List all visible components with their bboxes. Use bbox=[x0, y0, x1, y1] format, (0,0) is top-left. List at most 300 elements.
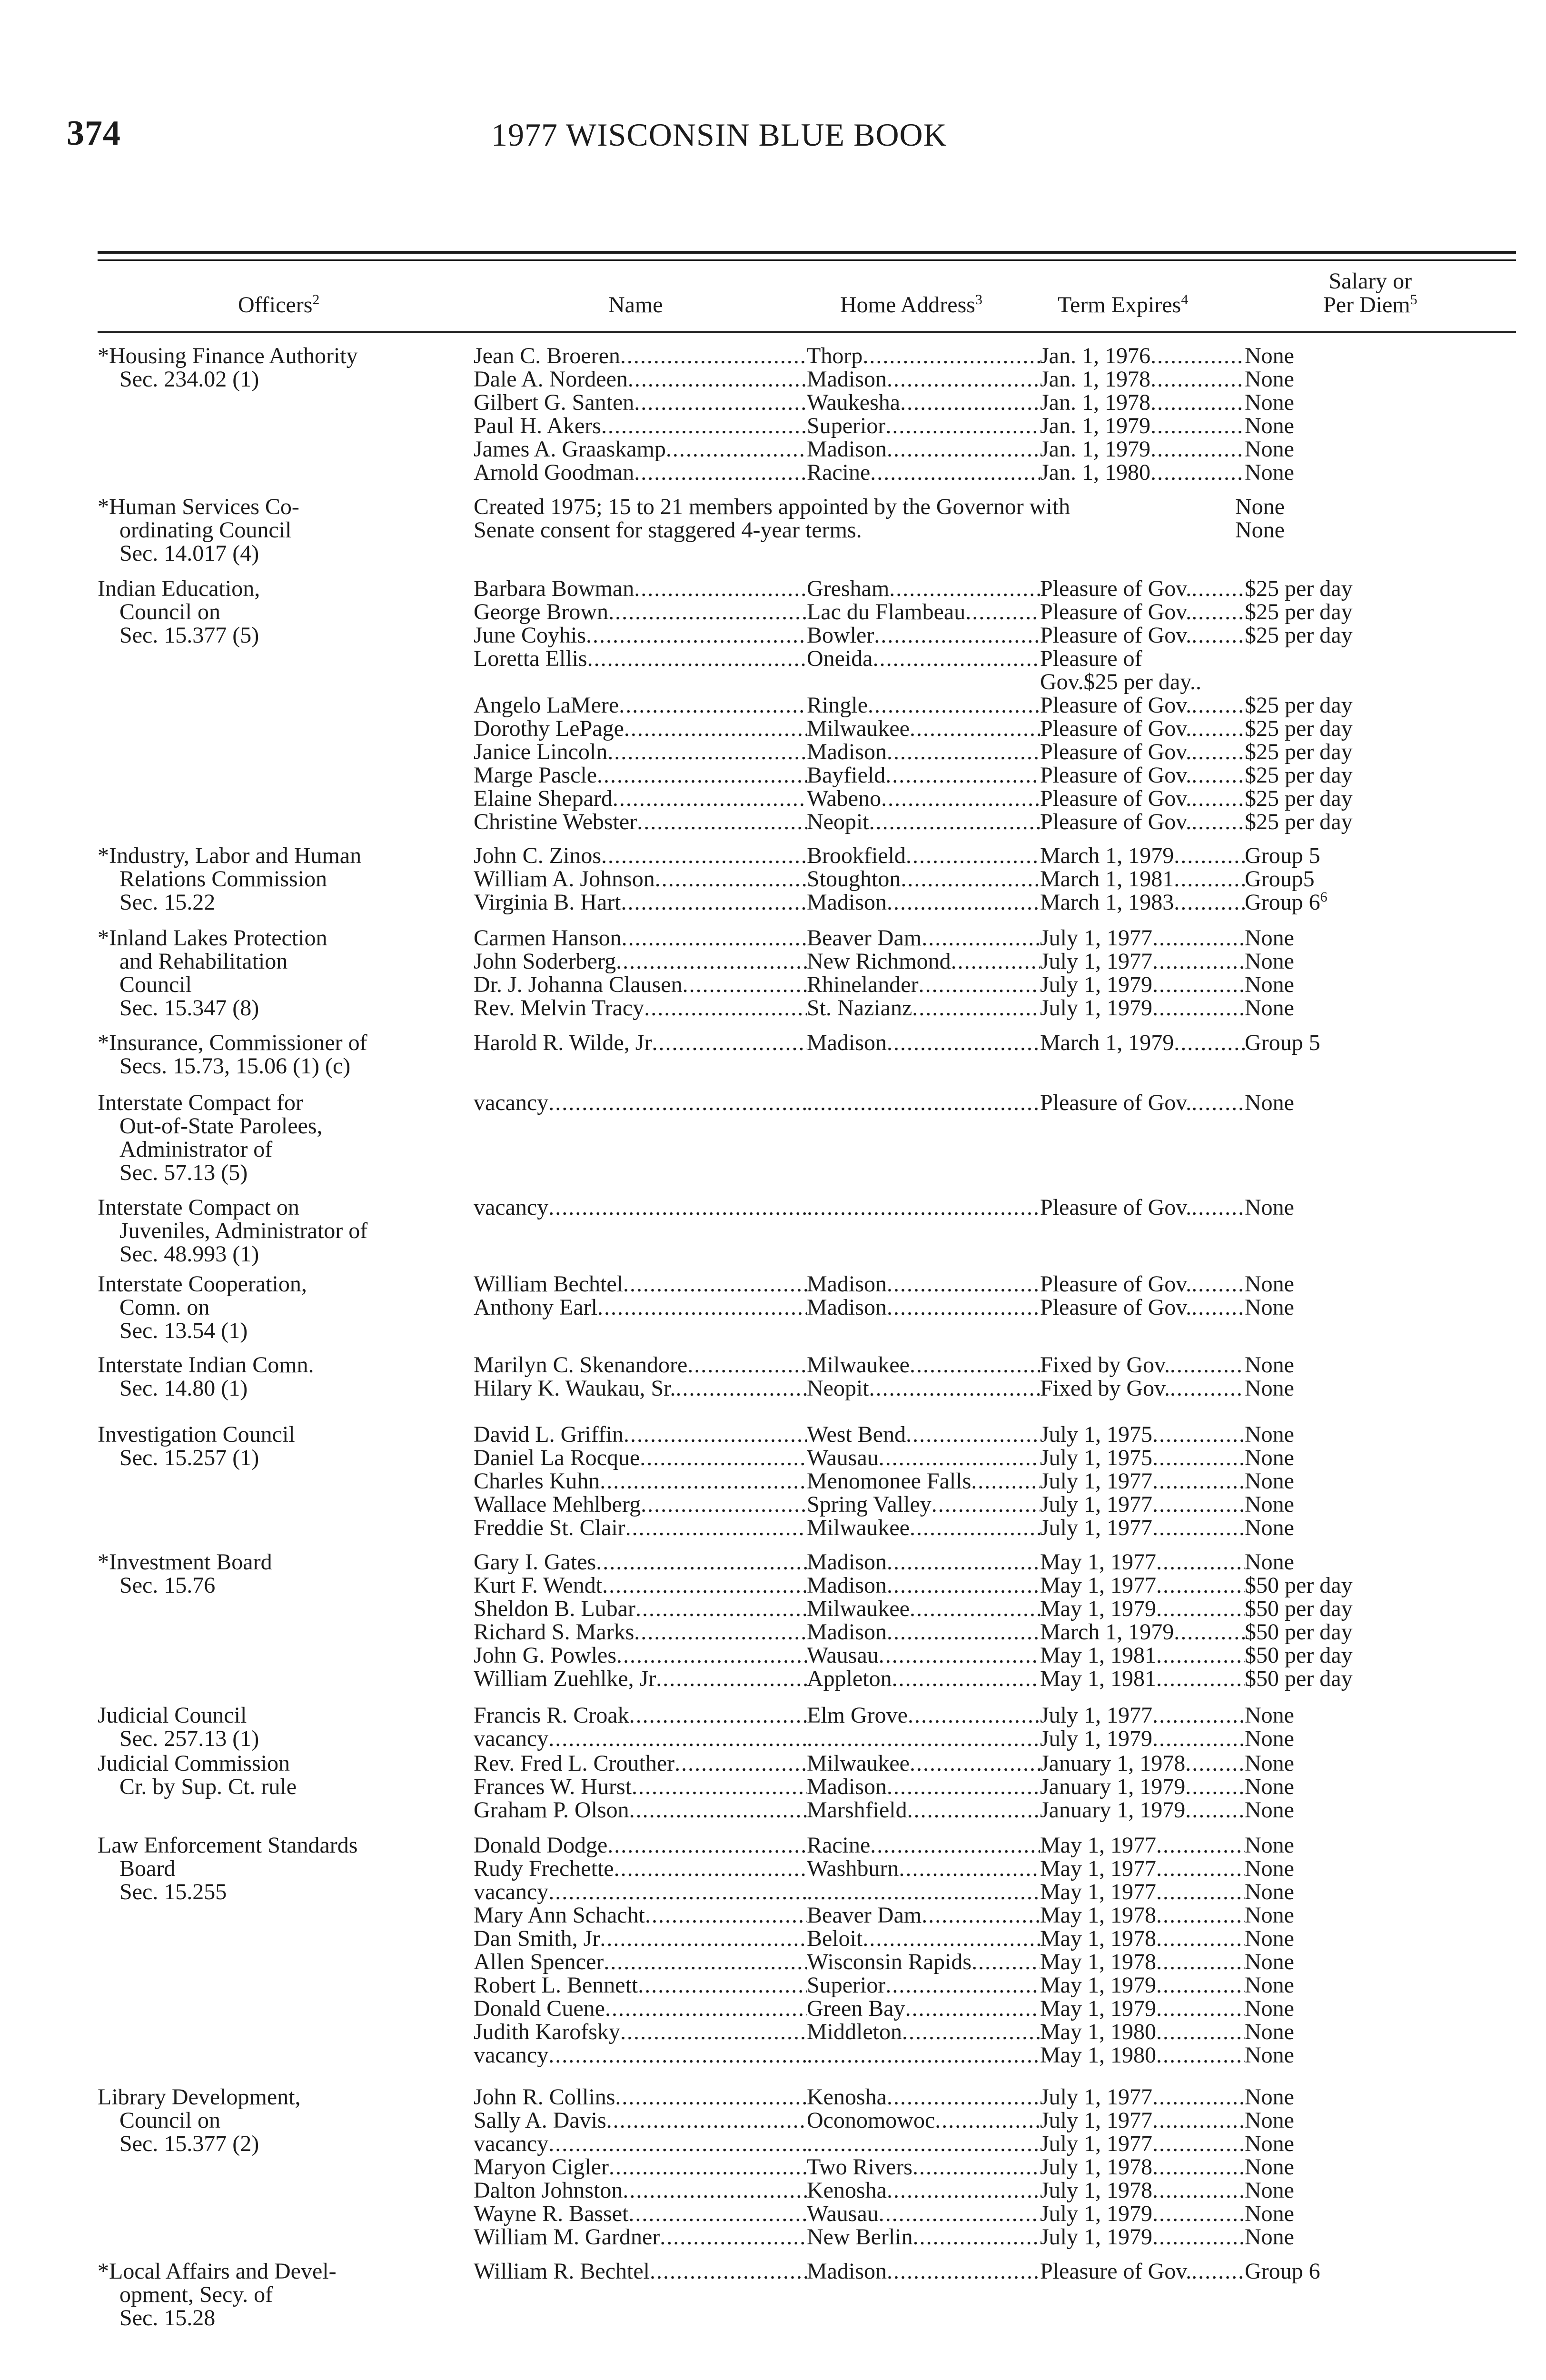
office-detail: Sec. 57.13 (5) bbox=[119, 1160, 248, 1185]
column-header-salary: Salary or Per Diem$^5$ bbox=[1323, 268, 1417, 317]
term-cell bbox=[1040, 926, 1245, 950]
office-detail: Council bbox=[119, 972, 192, 997]
salary-value: None bbox=[1245, 2224, 1294, 2250]
name-cell bbox=[474, 1880, 807, 1904]
home-address: Madison bbox=[807, 367, 887, 392]
term-expires: May 1, 1981 bbox=[1040, 1666, 1156, 1691]
dot-leader bbox=[906, 1423, 1040, 1446]
term-expires: July 1, 1979 bbox=[1040, 2201, 1153, 2226]
member-name: John R. Collins bbox=[474, 2084, 615, 2110]
term-expires: May 1, 1981 bbox=[1040, 1643, 1156, 1668]
name-cell bbox=[474, 1377, 807, 1400]
member-row bbox=[474, 973, 1516, 996]
home-address-cell bbox=[807, 577, 1040, 600]
member-name: Harold R. Wilde, Jr bbox=[474, 1030, 652, 1055]
home-address-cell bbox=[807, 1880, 1040, 1904]
home-address: Racine bbox=[807, 460, 871, 485]
home-address: Superior bbox=[807, 1973, 886, 1998]
dot-leader bbox=[548, 1727, 807, 1750]
salary-value: None bbox=[1245, 1996, 1294, 2021]
office-detail: Administrator of bbox=[119, 1137, 273, 1162]
home-address-cell bbox=[807, 1752, 1040, 1775]
dot-leader bbox=[879, 1644, 1040, 1667]
member-row bbox=[474, 577, 1516, 600]
dot-leader bbox=[965, 600, 1040, 624]
salary-value: None bbox=[1245, 390, 1294, 415]
home-address: St. Nazianz bbox=[807, 995, 912, 1021]
dot-leader bbox=[1156, 1644, 1245, 1667]
office-detail: Sec. 234.02 (1) bbox=[119, 367, 259, 392]
member-name: Paul H. Akers bbox=[474, 413, 601, 438]
salary-value: $25 per day bbox=[1245, 576, 1353, 601]
salary-value: None bbox=[1245, 1797, 1294, 1823]
name-cell bbox=[474, 1574, 807, 1597]
term-expires: July 1, 1977 bbox=[1040, 1703, 1153, 1728]
salary-cell bbox=[1245, 1857, 1294, 1880]
member-rows bbox=[474, 1091, 1516, 1114]
term-cell bbox=[1040, 2043, 1245, 2067]
home-address: Madison bbox=[807, 1271, 887, 1297]
salary-value: None bbox=[1245, 2201, 1294, 2226]
member-name: Sheldon B. Lubar bbox=[474, 1596, 635, 1621]
dot-leader bbox=[868, 694, 1040, 717]
home-address-cell bbox=[807, 1353, 1040, 1377]
dot-leader bbox=[605, 1997, 807, 2020]
term-expires: Jan. 1, 1976 bbox=[1040, 343, 1150, 368]
dot-leader bbox=[597, 764, 807, 787]
dot-leader bbox=[869, 810, 1040, 833]
home-address: Oneida bbox=[807, 646, 873, 671]
salary-value: None bbox=[1245, 460, 1294, 485]
home-address: New Berlin bbox=[807, 2224, 913, 2250]
salary-cell bbox=[1245, 1516, 1294, 1539]
member-name: Rev. Melvin Tracy bbox=[474, 995, 644, 1021]
home-address-cell bbox=[807, 624, 1040, 647]
member-row bbox=[474, 670, 1516, 694]
member-name: vacancy bbox=[474, 1090, 549, 1115]
term-cell bbox=[1040, 2109, 1245, 2132]
member-row bbox=[474, 810, 1516, 833]
salary-cell bbox=[1245, 926, 1294, 950]
dot-leader bbox=[901, 867, 1040, 891]
member-rows bbox=[474, 844, 1516, 914]
office-detail: and Rehabilitation bbox=[119, 949, 288, 974]
name-cell bbox=[474, 1927, 807, 1950]
member-name: John G. Powles bbox=[474, 1643, 617, 1668]
salary-value: Group 5 bbox=[1245, 1030, 1320, 1055]
term-expires: Pleasure of Gov. bbox=[1040, 693, 1192, 718]
name-cell bbox=[474, 764, 807, 787]
member-name: Rudy Frechette bbox=[474, 1856, 614, 1881]
salary-value: None bbox=[1245, 925, 1294, 951]
dot-leader bbox=[910, 717, 1040, 740]
term-cell bbox=[1040, 1667, 1245, 1690]
member-name: Dan Smith, Jr bbox=[474, 1926, 600, 1951]
salary-cell bbox=[1245, 1950, 1294, 1973]
member-row bbox=[474, 1857, 1516, 1880]
dot-leader bbox=[607, 740, 807, 764]
dot-leader bbox=[971, 1469, 1040, 1493]
member-row bbox=[474, 461, 1516, 484]
dot-leader bbox=[1150, 367, 1245, 391]
home-address-cell bbox=[807, 717, 1040, 740]
dot-leader bbox=[887, 1031, 1040, 1054]
term-expires: Pleasure of Gov. bbox=[1040, 599, 1192, 625]
name-cell bbox=[474, 1904, 807, 1927]
office-detail: Sec. 15.347 (8) bbox=[119, 995, 259, 1021]
salary-value: None bbox=[1245, 1833, 1294, 1858]
term-cell bbox=[1040, 670, 1245, 694]
dot-leader bbox=[1156, 1904, 1245, 1927]
salary-cell bbox=[1245, 1752, 1294, 1775]
dot-leader bbox=[902, 2020, 1040, 2043]
salary-cell bbox=[1245, 1620, 1353, 1644]
home-address-cell bbox=[807, 367, 1040, 391]
term-expires: Jan. 1, 1978 bbox=[1040, 367, 1150, 392]
dot-leader bbox=[912, 2155, 1040, 2179]
member-name: Sally A. Davis bbox=[474, 2108, 606, 2133]
dot-leader bbox=[628, 2202, 807, 2225]
salary-cell bbox=[1245, 1644, 1353, 1667]
office-detail: Sec. 15.255 bbox=[119, 1879, 227, 1904]
salary-cell bbox=[1245, 694, 1353, 717]
name-cell bbox=[474, 391, 807, 414]
name-cell bbox=[474, 1775, 807, 1798]
name-cell bbox=[474, 1857, 807, 1880]
dot-leader bbox=[1191, 1296, 1245, 1319]
dot-leader bbox=[607, 1834, 807, 1857]
dot-leader bbox=[634, 577, 807, 600]
member-row bbox=[474, 1775, 1516, 1798]
home-address: Madison bbox=[807, 1295, 887, 1320]
dot-leader bbox=[613, 787, 807, 810]
name-cell bbox=[474, 2202, 807, 2225]
dot-leader bbox=[887, 367, 1040, 391]
member-row bbox=[474, 414, 1516, 437]
name-cell bbox=[474, 344, 807, 367]
member-name: Allen Spencer bbox=[474, 1949, 604, 1974]
salary-cell bbox=[1245, 1031, 1320, 1054]
office-block bbox=[98, 1091, 459, 1184]
office-title: *Local Affairs and Devel- bbox=[98, 2259, 337, 2284]
name-cell bbox=[474, 973, 807, 996]
dot-leader bbox=[606, 2109, 807, 2132]
dot-leader bbox=[638, 1973, 807, 1997]
member-row bbox=[474, 437, 1516, 461]
member-row bbox=[474, 1997, 1516, 2020]
home-address-cell bbox=[807, 1775, 1040, 1798]
name-cell bbox=[474, 1296, 807, 1319]
term-expires: January 1, 1979 bbox=[1040, 1797, 1186, 1823]
home-address: Madison bbox=[807, 1549, 887, 1575]
dot-leader bbox=[881, 787, 1040, 810]
home-address-cell bbox=[807, 844, 1040, 867]
salary-value: None bbox=[1245, 1352, 1294, 1378]
salary-value: None bbox=[1245, 2108, 1294, 2133]
name-cell bbox=[474, 1516, 807, 1539]
home-address-cell bbox=[807, 950, 1040, 973]
name-cell bbox=[474, 461, 807, 484]
term-cell bbox=[1040, 2020, 1245, 2043]
salary-cell bbox=[1245, 1704, 1294, 1727]
dot-leader bbox=[635, 1597, 807, 1620]
dot-leader bbox=[1191, 740, 1245, 764]
office-block bbox=[98, 495, 459, 565]
dot-leader bbox=[887, 2260, 1040, 2283]
home-address-cell bbox=[807, 973, 1040, 996]
salary-cell bbox=[1245, 810, 1353, 833]
name-cell bbox=[474, 1667, 807, 1690]
salary-value: None bbox=[1245, 1856, 1294, 1881]
term-expires: July 1, 1978 bbox=[1040, 2178, 1153, 2203]
dot-leader bbox=[601, 844, 807, 867]
dot-leader bbox=[674, 1752, 807, 1775]
dot-leader bbox=[887, 1775, 1040, 1798]
member-name: William Zuehlke, Jr bbox=[474, 1666, 656, 1691]
term-cell bbox=[1040, 1834, 1245, 1857]
member-row bbox=[474, 740, 1516, 764]
salary-value: $50 per day bbox=[1245, 1596, 1353, 1621]
dot-leader bbox=[887, 2085, 1040, 2109]
term-cell bbox=[1040, 1196, 1245, 1219]
member-row bbox=[474, 1973, 1516, 1997]
salary-value: None bbox=[1245, 1445, 1294, 1470]
dot-leader bbox=[601, 414, 807, 437]
member-name: William M. Gardner bbox=[474, 2224, 660, 2250]
member-name: Virginia B. Hart bbox=[474, 890, 621, 915]
salary-cell bbox=[1245, 2132, 1294, 2155]
salary-cell bbox=[1245, 1469, 1294, 1493]
term-cell bbox=[1040, 867, 1245, 891]
name-cell bbox=[474, 810, 807, 833]
salary-cell bbox=[1245, 1834, 1294, 1857]
office-block bbox=[98, 2085, 459, 2155]
name-cell bbox=[474, 1469, 807, 1493]
member-row bbox=[474, 1644, 1516, 1667]
home-address: Marshfield bbox=[807, 1797, 907, 1823]
term-expires: May 1, 1978 bbox=[1040, 1903, 1156, 1928]
dot-leader bbox=[1152, 2155, 1245, 2179]
salary-cell bbox=[1245, 2179, 1294, 2202]
page-number: 374 bbox=[67, 114, 121, 153]
term-expires: May 1, 1977 bbox=[1040, 1856, 1156, 1881]
term-expires: Fixed by Gov. bbox=[1040, 1352, 1170, 1378]
salary-cell bbox=[1245, 1997, 1294, 2020]
dot-leader bbox=[1152, 2132, 1245, 2155]
home-address-cell bbox=[807, 1377, 1040, 1400]
member-row bbox=[474, 2260, 1516, 2283]
member-name: John Soderberg bbox=[474, 949, 616, 974]
dot-leader bbox=[910, 1516, 1040, 1539]
term-cell bbox=[1040, 1516, 1245, 1539]
salary-value: None bbox=[1245, 1726, 1294, 1751]
term-cell bbox=[1040, 1493, 1245, 1516]
dot-leader bbox=[1156, 2043, 1245, 2067]
office-title: Investigation Council bbox=[98, 1422, 295, 1447]
office-detail: Council on bbox=[119, 2108, 220, 2133]
term-cell bbox=[1040, 1377, 1245, 1400]
member-row bbox=[474, 367, 1516, 391]
appointment-note bbox=[474, 495, 1516, 518]
term-cell bbox=[1040, 344, 1245, 367]
salary-cell bbox=[1245, 2020, 1294, 2043]
home-address: Racine bbox=[807, 1833, 871, 1858]
member-name: Robert L. Bennett bbox=[474, 1973, 638, 1998]
home-address: Elm Grove bbox=[807, 1703, 908, 1728]
column-header-term-expires: Term Expires$^4$ bbox=[1058, 292, 1189, 317]
member-name: Marge Pascle bbox=[474, 763, 597, 788]
dot-leader bbox=[1152, 2225, 1245, 2249]
term-expires: Pleasure of Gov. bbox=[1040, 786, 1192, 811]
dot-leader bbox=[1152, 926, 1245, 950]
dot-leader bbox=[1152, 1516, 1245, 1539]
member-name: vacancy bbox=[474, 2131, 549, 2156]
term-cell bbox=[1040, 647, 1245, 670]
member-row bbox=[474, 2020, 1516, 2043]
name-cell bbox=[474, 1973, 807, 1997]
home-address-cell bbox=[807, 810, 1040, 833]
term-expires: Pleasure of Gov. bbox=[1040, 739, 1192, 764]
salary-cell bbox=[1245, 1296, 1294, 1319]
member-row bbox=[474, 1516, 1516, 1539]
dot-leader bbox=[807, 1880, 1040, 1904]
dot-leader bbox=[637, 810, 807, 833]
home-address: Beaver Dam bbox=[807, 925, 922, 951]
home-address: Beloit bbox=[807, 1926, 863, 1951]
office-title: Law Enforcement Standards bbox=[98, 1833, 358, 1858]
office-title: Interstate Cooperation, bbox=[98, 1271, 307, 1297]
term-expires: May 1, 1977 bbox=[1040, 1549, 1156, 1575]
salary-value: $25 per day bbox=[1245, 809, 1353, 834]
office-block bbox=[98, 1031, 459, 1078]
member-rows bbox=[474, 1423, 1516, 1539]
term-cell bbox=[1040, 1880, 1245, 1904]
home-address: Madison bbox=[807, 1774, 887, 1799]
name-cell bbox=[474, 740, 807, 764]
dot-leader bbox=[879, 1446, 1040, 1469]
term-expires: July 1, 1979 bbox=[1040, 995, 1153, 1021]
home-address: Wausau bbox=[807, 1643, 879, 1668]
dot-leader bbox=[1152, 2109, 1245, 2132]
name-cell bbox=[474, 1423, 807, 1446]
home-address: Madison bbox=[807, 436, 887, 462]
dot-leader bbox=[1174, 1620, 1245, 1644]
member-row bbox=[474, 1597, 1516, 1620]
salary-cell bbox=[1245, 2202, 1294, 2225]
term-expires: May 1, 1977 bbox=[1040, 1879, 1156, 1904]
term-expires: Pleasure of Gov. bbox=[1040, 2259, 1192, 2284]
office-block bbox=[98, 926, 459, 1020]
term-cell bbox=[1040, 1950, 1245, 1973]
salary-value: None bbox=[1245, 1492, 1294, 1517]
member-rows bbox=[474, 1031, 1516, 1054]
dot-leader bbox=[1174, 867, 1245, 891]
term-cell bbox=[1040, 1727, 1245, 1750]
name-cell bbox=[474, 844, 807, 867]
home-address-cell bbox=[807, 1272, 1040, 1296]
term-cell bbox=[1040, 1423, 1245, 1446]
office-block bbox=[98, 1423, 459, 1469]
term-cell bbox=[1040, 1798, 1245, 1822]
office-title: *Insurance, Commissioner of bbox=[98, 1030, 367, 1055]
name-cell bbox=[474, 1031, 807, 1054]
home-address: Middleton bbox=[807, 2019, 902, 2044]
term-expires: July 1, 1977 bbox=[1040, 1515, 1153, 1540]
home-address-cell bbox=[807, 1493, 1040, 1516]
home-address-cell bbox=[807, 2085, 1040, 2109]
column-header-rule bbox=[98, 331, 1516, 333]
member-row bbox=[474, 1469, 1516, 1493]
dot-leader bbox=[807, 1196, 1040, 1219]
home-address-cell bbox=[807, 2225, 1040, 2249]
dot-leader bbox=[619, 694, 807, 717]
member-name: Frances W. Hurst bbox=[474, 1774, 632, 1799]
home-address-cell bbox=[807, 2202, 1040, 2225]
home-address: Bowler bbox=[807, 623, 874, 648]
name-cell bbox=[474, 787, 807, 810]
dot-leader bbox=[634, 461, 807, 484]
dot-leader bbox=[1152, 996, 1245, 1020]
dot-leader bbox=[1152, 1727, 1245, 1750]
member-name: Graham P. Olson bbox=[474, 1797, 629, 1823]
dot-leader bbox=[922, 926, 1040, 950]
term-expires: July 1, 1977 bbox=[1040, 1468, 1153, 1494]
home-address-cell bbox=[807, 1550, 1040, 1574]
home-address-cell bbox=[807, 1091, 1040, 1114]
dot-leader bbox=[548, 2043, 807, 2067]
term-cell bbox=[1040, 717, 1245, 740]
name-cell bbox=[474, 2179, 807, 2202]
home-address-cell bbox=[807, 1196, 1040, 1219]
member-row bbox=[474, 1620, 1516, 1644]
dot-leader bbox=[887, 2179, 1040, 2202]
name-cell bbox=[474, 2155, 807, 2179]
dot-leader bbox=[1152, 1423, 1245, 1446]
name-cell bbox=[474, 1798, 807, 1822]
dot-leader bbox=[1191, 787, 1245, 810]
term-cell bbox=[1040, 694, 1245, 717]
term-cell bbox=[1040, 1574, 1245, 1597]
salary-value: $25 per day bbox=[1245, 716, 1353, 741]
dot-leader bbox=[1170, 1377, 1245, 1400]
office-detail: Relations Commission bbox=[119, 866, 327, 892]
salary-cell bbox=[1245, 1574, 1353, 1597]
member-row bbox=[474, 1834, 1516, 1857]
dot-leader bbox=[641, 1493, 807, 1516]
dot-leader bbox=[1156, 2020, 1245, 2043]
member-row bbox=[474, 600, 1516, 624]
salary-value: None bbox=[1245, 1751, 1294, 1776]
salary-value: $50 per day bbox=[1245, 1643, 1353, 1668]
term-cell bbox=[1040, 624, 1245, 647]
member-rows bbox=[474, 344, 1516, 484]
dot-leader bbox=[634, 1620, 807, 1644]
member-row bbox=[474, 2132, 1516, 2155]
home-address: Bayfield bbox=[807, 763, 886, 788]
dot-leader bbox=[596, 1550, 807, 1574]
term-expires: Pleasure of Gov. bbox=[1040, 1090, 1192, 1115]
term-cell bbox=[1040, 1973, 1245, 1997]
term-cell bbox=[1040, 810, 1245, 833]
salary-value: $50 per day bbox=[1245, 1573, 1353, 1598]
term-cell bbox=[1040, 2179, 1245, 2202]
salary-cell bbox=[1245, 867, 1315, 891]
dot-leader bbox=[602, 1574, 807, 1597]
member-rows bbox=[474, 1550, 1516, 1690]
dot-leader bbox=[548, 2132, 807, 2155]
home-address-cell bbox=[807, 891, 1040, 914]
home-address-cell bbox=[807, 461, 1040, 484]
